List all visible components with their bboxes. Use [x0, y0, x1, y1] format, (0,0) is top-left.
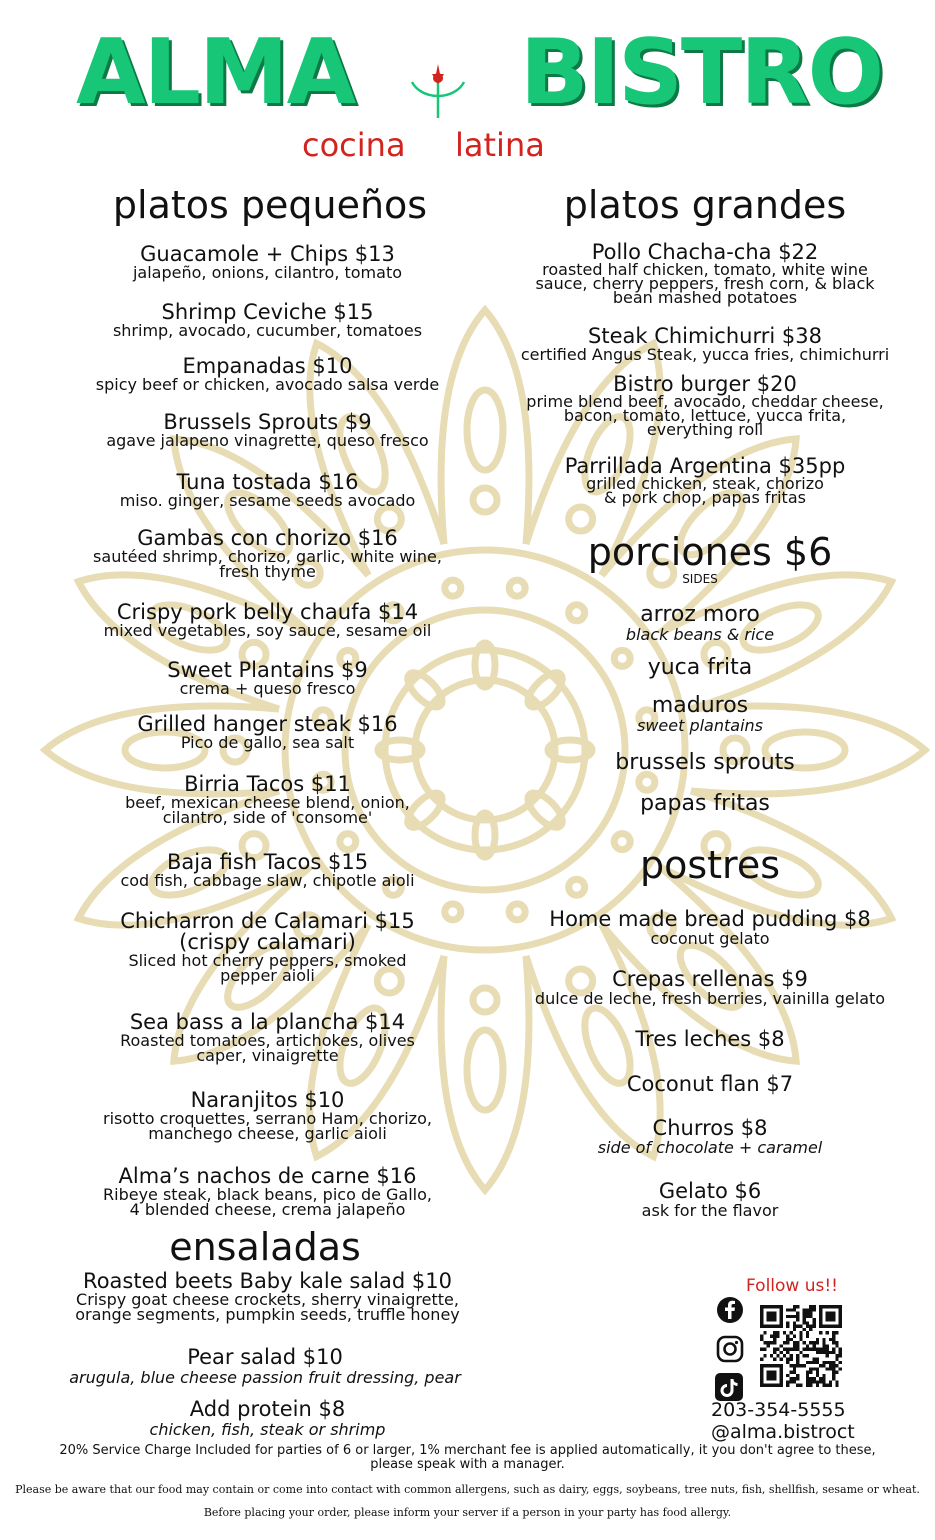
item-name: Birria Tacos $11	[184, 772, 351, 796]
item-desc: mixed vegetables, soy sauce, sesame oil	[103, 621, 432, 640]
item-desc: ask for the flavor	[641, 1201, 779, 1220]
item-name: Steak Chimichurri $38	[588, 324, 822, 348]
menu-item	[40, 302, 495, 338]
item-desc: pepper aioli	[220, 966, 315, 985]
item-name: Home made bread pudding $8	[549, 907, 871, 931]
side-item	[560, 695, 840, 735]
tiktok-icon[interactable]	[715, 1373, 743, 1401]
side-desc: sweet plantains	[636, 716, 763, 735]
item-name: Guacamole + Chips $13	[140, 242, 395, 266]
menu-item	[495, 456, 915, 505]
item-desc: side of chocolate + caramel	[597, 1138, 823, 1157]
item-desc: dulce de leche, fresh berries, vainilla gelato	[534, 989, 886, 1008]
item-desc: roasted half chicken, tomato, white wine	[542, 260, 868, 279]
menu-item	[40, 528, 495, 579]
section-subtitle-sides: SIDES	[682, 572, 718, 586]
section-title-desserts: postres	[639, 843, 781, 887]
qr-code[interactable]	[760, 1305, 842, 1387]
section-title-large-plates: platos grandes	[563, 183, 847, 227]
item-desc: orange segments, pumpkin seeds, truffle honey	[75, 1305, 460, 1324]
item-desc: chicken, fish, steak or shrimp	[149, 1420, 386, 1439]
leaf-logo-icon	[408, 60, 468, 120]
item-desc: sauce, cherry peppers, fresh corn, & black	[535, 274, 875, 293]
item-name: Add protein $8	[189, 1397, 346, 1421]
service-charge-line-1: 20% Service Charge Included for parties of 6 or larger, 1% merchant fee is applied automatically, it you don't agree to these,	[59, 1443, 876, 1458]
service-charge-line-2: please speak with a manager.	[370, 1457, 565, 1472]
item-name: Baja fish Tacos $15	[166, 850, 369, 874]
facebook-icon[interactable]	[715, 1295, 745, 1325]
menu-item	[40, 244, 495, 280]
item-desc: prime blend beef, avocado, cheddar cheese,	[526, 392, 884, 411]
item-name: Empanadas $10	[182, 354, 353, 378]
item-name: Sweet Plantains $9	[167, 658, 368, 682]
item-desc: coconut gelato	[650, 929, 770, 948]
item-desc: beef, mexican cheese blend, onion,	[125, 793, 410, 812]
brand-name-right: BISTRO	[520, 20, 883, 125]
item-name-sub: (crispy calamari)	[179, 930, 356, 954]
item-name: Naranjitos $10	[190, 1088, 345, 1112]
menu-item	[500, 1181, 920, 1220]
item-desc: Crispy goat cheese crockets, sherry vinaigrette,	[76, 1290, 459, 1309]
item-desc: arugula, blue cheese passion fruit dressing, pear	[69, 1368, 461, 1387]
service-charge-note	[10, 1444, 925, 1472]
social-handle[interactable]: @alma.bistroct	[711, 1421, 855, 1443]
brand-name-left: ALMA	[76, 20, 355, 125]
item-desc: bean mashed potatoes	[612, 288, 798, 307]
item-desc: Roasted tomatoes, artichokes, olives	[120, 1031, 415, 1050]
item-desc: shrimp, avocado, cucumber, tomatoes	[112, 321, 423, 340]
item-name: Tres leches $8	[635, 1027, 785, 1051]
item-name: Churros $8	[652, 1116, 768, 1140]
side-name: maduros	[651, 693, 749, 718]
item-name: Pollo Chacha-cha $22	[591, 240, 819, 264]
menu-item	[40, 1012, 495, 1063]
menu-item	[40, 714, 495, 750]
menu-item	[500, 1029, 920, 1050]
menu-item	[40, 1166, 495, 1217]
item-desc: everything roll	[646, 420, 764, 439]
menu-item	[500, 909, 920, 948]
item-name: Parrillada Argentina $35pp	[564, 454, 846, 478]
item-desc: certified Angus Steak, yucca fries, chimichurri	[520, 345, 890, 364]
section-title-small-plates: platos pequeños	[112, 183, 428, 227]
side-name: yuca frita	[647, 655, 753, 680]
item-desc: sautéed shrimp, chorizo, garlic, white wine,	[93, 547, 442, 566]
item-desc: crema + queso fresco	[179, 679, 356, 698]
menu-item	[495, 374, 915, 437]
item-desc: grilled chicken, steak, chorizo	[586, 474, 824, 493]
section-title-salads: ensaladas	[169, 1225, 361, 1269]
side-item	[560, 793, 850, 815]
menu-item	[40, 852, 495, 888]
item-desc: Sliced hot cherry peppers, smoked	[128, 951, 407, 970]
menu-item	[40, 911, 495, 983]
phone-number[interactable]: 203-354-5555	[711, 1399, 846, 1421]
item-name: Alma’s nachos de carne $16	[118, 1164, 417, 1188]
menu-item	[40, 660, 495, 696]
item-name: Pear salad $10	[187, 1345, 343, 1369]
item-name: Coconut flan $7	[626, 1072, 794, 1096]
item-desc: risotto croquettes, serrano Ham, chorizo,	[103, 1109, 432, 1128]
item-desc: & pork chop, papas fritas	[604, 488, 806, 507]
item-desc: 4 blended cheese, crema jalapeño	[129, 1200, 406, 1219]
item-desc: cilantro, side of 'consome'	[162, 808, 373, 827]
item-desc: bacon, tomato, lettuce, yucca frita,	[563, 406, 847, 425]
item-name: Roasted beets Baby kale salad $10	[83, 1269, 452, 1293]
menu-item	[495, 242, 915, 305]
tagline-cocina: cocina	[302, 126, 406, 164]
menu-item	[40, 356, 495, 392]
follow-us-label: Follow us!!	[746, 1276, 838, 1296]
item-desc: cod fish, cabbage slaw, chipotle aioli	[120, 871, 415, 890]
side-name: arroz moro	[640, 602, 760, 627]
item-name: Sea bass a la plancha $14	[129, 1010, 406, 1034]
item-name: Gambas con chorizo $16	[137, 526, 398, 550]
item-name: Gelato $6	[658, 1179, 762, 1203]
item-name: Chicharron de Calamari $15	[120, 909, 415, 933]
item-desc: miso. ginger, sesame seeds avocado	[119, 491, 416, 510]
item-name: Shrimp Ceviche $15	[161, 300, 374, 324]
side-item	[560, 604, 840, 644]
item-desc: jalapeño, onions, cilantro, tomato	[132, 263, 403, 282]
menu-item	[30, 1347, 500, 1388]
side-name: papas fritas	[640, 791, 770, 816]
item-desc: spicy beef or chicken, avocado salsa verde	[95, 375, 440, 394]
item-desc: agave jalapeno vinagrette, queso fresco	[106, 431, 429, 450]
menu-item	[495, 326, 915, 362]
side-name: brussels sprouts	[615, 750, 795, 775]
item-name: Crispy pork belly chaufa $14	[116, 600, 419, 624]
menu-item	[500, 1118, 920, 1157]
side-desc: black beans & rice	[625, 625, 775, 644]
menu-item	[500, 1074, 920, 1095]
menu-item	[40, 602, 495, 638]
item-name: Grilled hanger steak $16	[137, 712, 398, 736]
instagram-icon[interactable]	[715, 1334, 745, 1364]
menu-item	[40, 412, 495, 448]
item-desc: fresh thyme	[219, 562, 316, 581]
menu-item	[40, 472, 495, 508]
menu-item	[40, 1399, 495, 1440]
side-item	[560, 752, 850, 774]
menu-item	[500, 969, 920, 1008]
tagline-latina: latina	[455, 126, 545, 164]
item-desc: caper, vinaigrette	[196, 1046, 339, 1065]
item-name: Bistro burger $20	[613, 372, 797, 396]
allergy-inform-note: Before placing your order, please inform your server if a person in your party has food allergy.	[203, 1506, 732, 1519]
item-desc: manchego cheese, garlic aioli	[148, 1124, 387, 1143]
item-desc: Pico de gallo, sea salt	[180, 733, 355, 752]
side-item	[560, 657, 840, 679]
menu-item	[40, 1090, 495, 1141]
item-desc: Ribeye steak, black beans, pico de Gallo,	[103, 1185, 432, 1204]
item-name: Brussels Sprouts $9	[163, 410, 372, 434]
item-name: Crepas rellenas $9	[612, 967, 808, 991]
section-title-sides: porciones $6	[587, 530, 833, 574]
allergen-note: Please be aware that our food may contain or come into contact with common allergens, such as dairy, eggs, soybeans, tree nuts, fish, shellfish, sesame or wheat.	[15, 1483, 920, 1496]
menu-item	[40, 1271, 495, 1322]
item-name: Tuna tostada $16	[176, 470, 359, 494]
menu-item	[40, 774, 495, 825]
